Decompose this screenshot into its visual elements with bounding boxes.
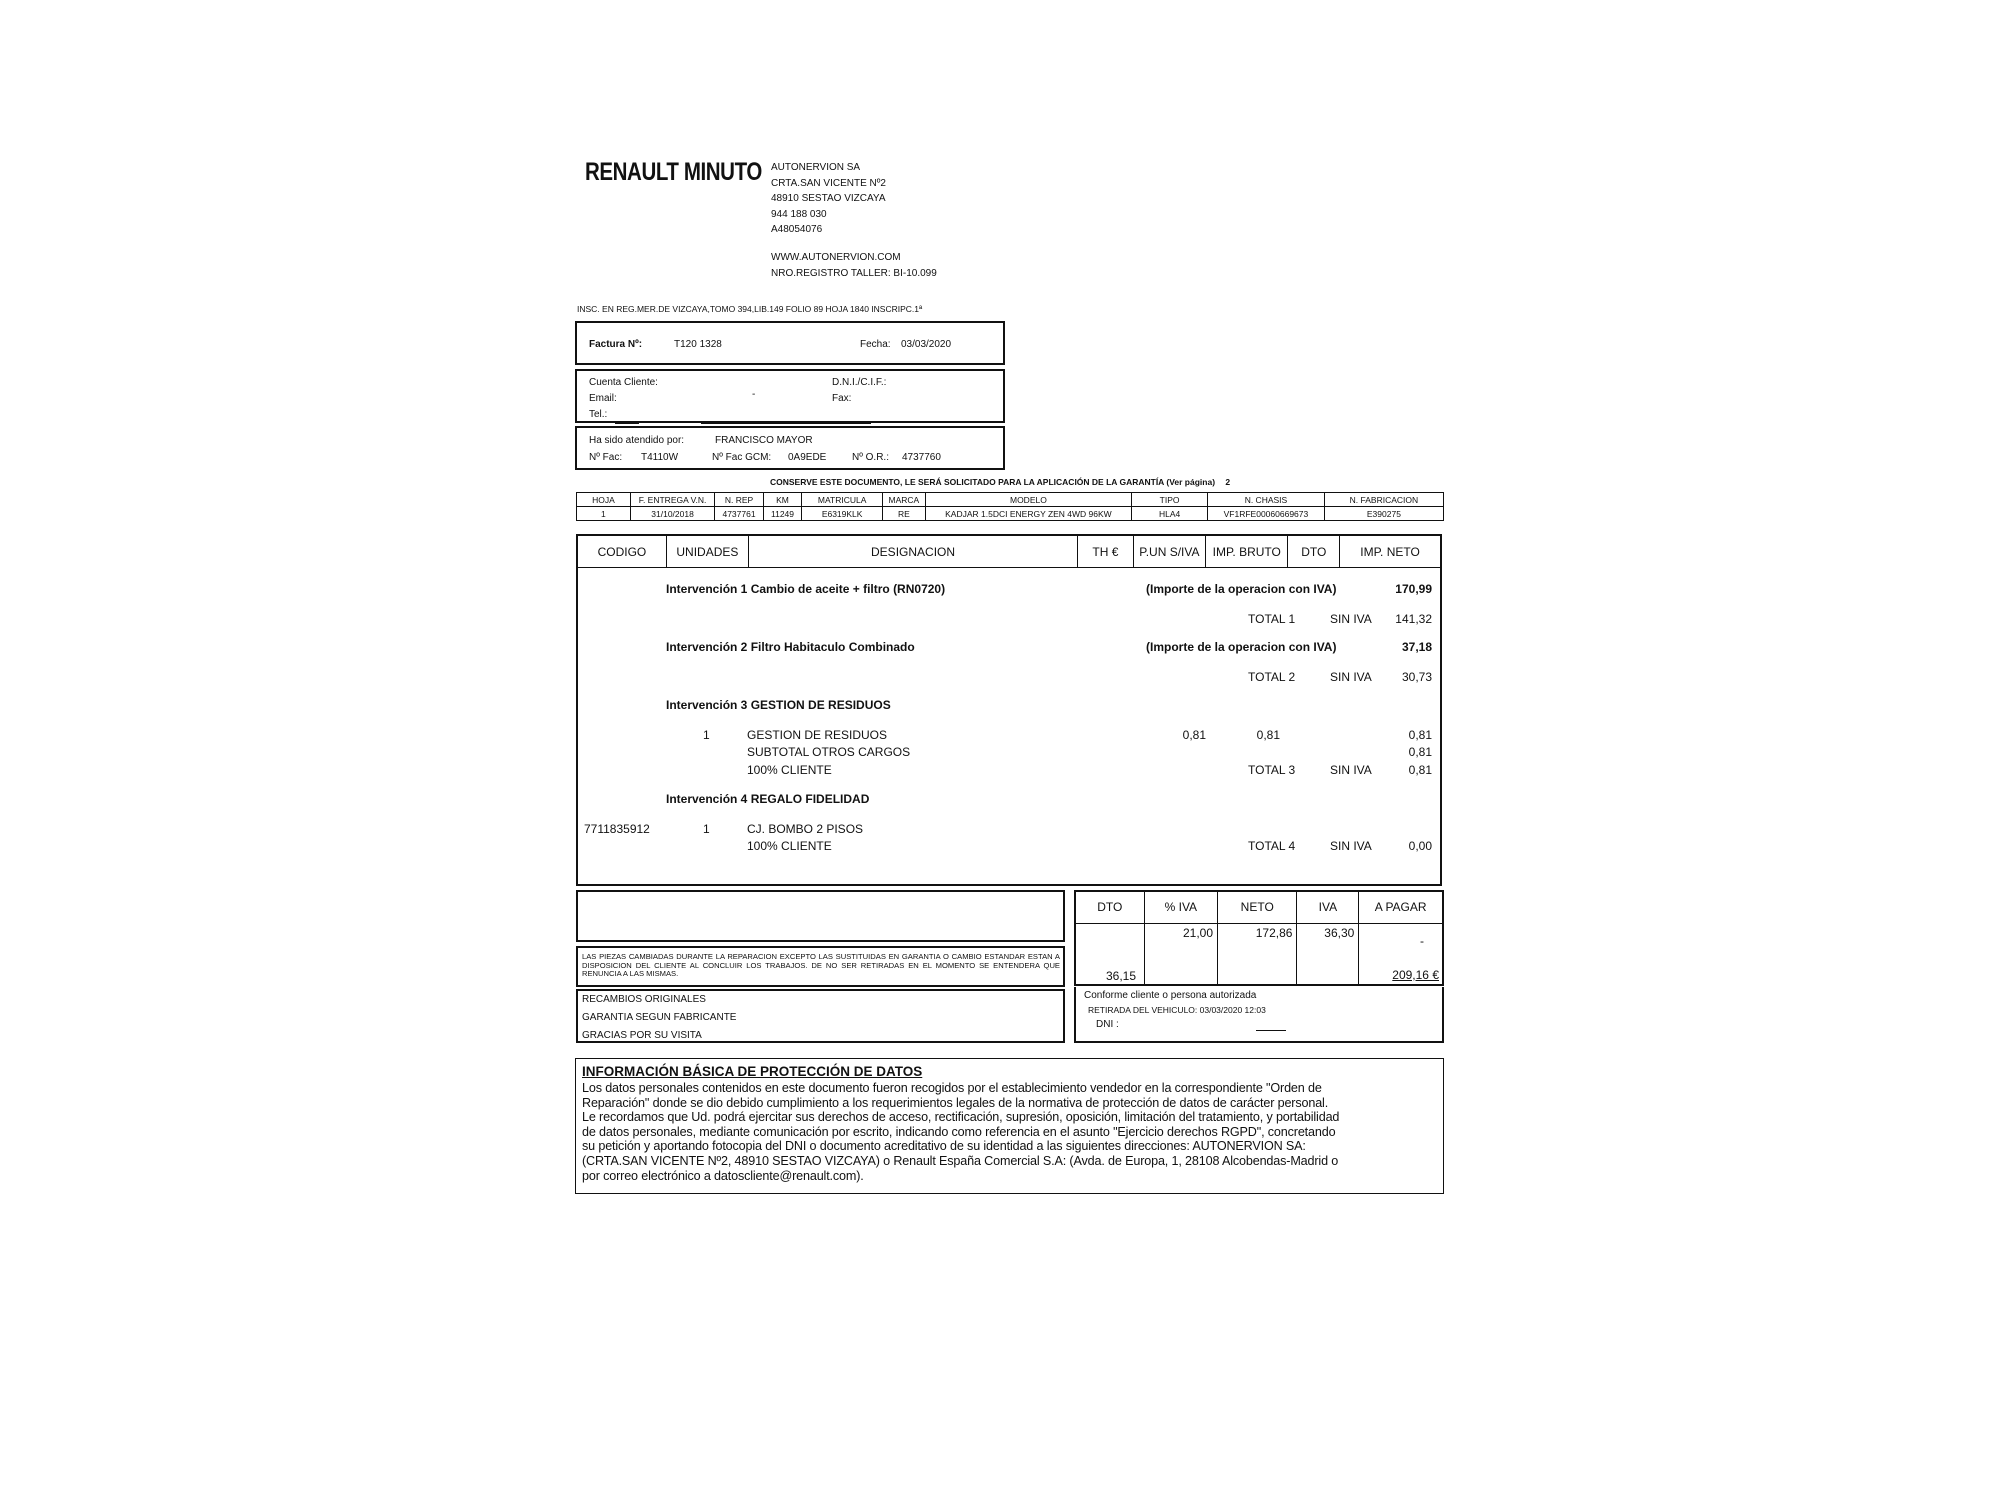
company-cif: A48054076: [771, 224, 823, 235]
totals-dash: -: [1420, 933, 1424, 948]
warranty-notice-text: CONSERVE ESTE DOCUMENTO, LE SERÁ SOLICITADO PARA LA APLICACIÓN DE LA GARANTÍA (Ver página): [770, 477, 1216, 487]
gcm-label: Nº Fac GCM:: [712, 452, 772, 463]
totals-header-dto: DTO: [1075, 891, 1144, 923]
invoice-number: T120 1328: [674, 339, 722, 350]
vehicle-header: N. FABRICACION: [1324, 493, 1443, 507]
privacy-box: [575, 1058, 1444, 1194]
privacy-line: Los datos personales contenidos en este documento fueron recogidos por el establecimiento vendedor en la correspondiente "Orden de: [582, 1081, 1322, 1095]
vehicle-value: RE: [883, 507, 926, 521]
footer-note-3: GRACIAS POR SU VISITA: [582, 1030, 702, 1041]
intervention-4-units: 1: [703, 822, 710, 836]
intervention-4-code: 7711835912: [584, 822, 650, 836]
intervention-3-total-label: TOTAL 3: [1248, 763, 1296, 777]
intervention-2-vat-amount: 37,18: [1401, 640, 1432, 654]
vehicle-header: MATRICULA: [802, 493, 883, 507]
privacy-line: su petición y aportando fotocopia del DNI o documento acreditativo de su identidad a las siguientes direcciones: AUTONERVION SA:: [582, 1139, 1306, 1154]
company-name: AUTONERVION SA: [771, 162, 861, 173]
tel-underline: [615, 423, 639, 424]
intervention-3-pun: 0,81: [1182, 728, 1206, 742]
vehicle-value: 1: [577, 507, 631, 521]
privacy-line: (CRTA.SAN VICENTE Nº2, 48910 SESTAO VIZCAYA) o Renault España Comercial S.A: (Avda. de Europa, 1, 28108 Alcobendas-Madrid o: [582, 1153, 1339, 1168]
mercantile-inscription: INSC. EN REG.MER.DE VIZCAYA,TOMO 394,LIB.149 FOLIO 89 HOJA 1840 INSCRIPC.1ª: [577, 304, 923, 314]
totals-dto: 36,15: [1075, 923, 1144, 985]
totals-header-neto: NETO: [1218, 891, 1297, 923]
intervention-2-total: 30,73: [1401, 670, 1432, 684]
intervention-3-sin-iva: SIN IVA: [1330, 763, 1372, 777]
col-header-designacion: DESIGNACION: [748, 536, 1077, 568]
vehicle-value: KADJAR 1.5DCI ENERGY ZEN 4WD 96KW: [925, 507, 1131, 521]
or-value: 4737760: [902, 452, 941, 463]
intervention-3-title: Intervención 3 GESTION DE RESIDUOS: [666, 698, 891, 712]
vehicle-value: HLA4: [1132, 507, 1208, 521]
vehicle-value: 4737761: [715, 507, 763, 521]
vehicle-header: MODELO: [925, 493, 1131, 507]
privacy-line: por correo electrónico a datoscliente@renault.com).: [582, 1168, 864, 1183]
vehicle-table: [576, 492, 1444, 521]
lines-header-row: [578, 536, 1440, 568]
totals-iva: 36,30: [1297, 923, 1359, 985]
attended-name: FRANCISCO MAYOR: [715, 435, 813, 446]
totals-header-iva-pct: % IVA: [1144, 891, 1217, 923]
footer-notes-box: [576, 989, 1065, 1043]
intervention-3-client: 100% CLIENTE: [747, 763, 832, 777]
invoice-date-label: Fecha:: [860, 339, 891, 350]
intervention-3-total: 0,81: [1408, 763, 1432, 777]
intervention-1-vat-label: (Importe de la operacion con IVA): [1146, 582, 1337, 596]
client-tel-label: Tel.:: [589, 409, 608, 420]
totals-header-pagar: A PAGAR: [1359, 891, 1443, 923]
intervention-4-title: Intervención 4 REGALO FIDELIDAD: [666, 792, 870, 806]
intervention-1-total-label: TOTAL 1: [1248, 612, 1296, 626]
col-header-pun: P.UN S/IVA: [1133, 536, 1205, 568]
totals-neto: 172,86: [1218, 923, 1297, 985]
vehicle-header: N. REP: [715, 493, 763, 507]
footer-note-2: GARANTIA SEGUN FABRICANTE: [582, 1012, 737, 1023]
intervention-3-subtotal: 0,81: [1408, 745, 1432, 759]
legal-notice-text: LAS PIEZAS CAMBIADAS DURANTE LA REPARACION EXCEPTO LAS SUSTITUIDAS EN GARANTIA O CAMBIO ESTANDAR ESTAN A DISPOSICION DEL CLIENTE AL CONCLUIR LOS TRABAJOS. DE NO SER RETIRADAS EN EL MOMENTO SE ENTENDERA QUE RENUNCIA A LAS MISMAS.: [582, 952, 1060, 978]
vehicle-header: MARCA: [883, 493, 926, 507]
privacy-line: Le recordamos que Ud. podrá ejercitar sus derechos de acceso, rectificación, supresión, oposición, limitación del tratamiento, y portabilidad: [582, 1110, 1340, 1125]
company-phone: 944 188 030: [771, 208, 827, 220]
intervention-3-bruto: 0,81: [1256, 728, 1280, 742]
vehicle-header: TIPO: [1132, 493, 1208, 507]
invoice-lines-box: [576, 534, 1442, 886]
vehicle-value: 31/10/2018: [630, 507, 714, 521]
totals-pagar: 209,16 €: [1392, 968, 1439, 982]
brand-logo: RENAULT MINUTO: [585, 158, 762, 186]
vehicle-value: 11249: [763, 507, 801, 521]
intervention-2-title: Intervención 2 Filtro Habitaculo Combinado: [666, 640, 915, 654]
vehicle-value: E390275: [1324, 507, 1443, 521]
intervention-4-client: 100% CLIENTE: [747, 839, 832, 853]
warranty-notice: [770, 477, 1230, 487]
signature-line: [1256, 1030, 1286, 1031]
privacy-line: Reparación" donde se dio debido cumplimiento a los requerimientos legales de la normativa de protección de datos de carácter personal.: [582, 1095, 1329, 1110]
vehicle-value: VF1RFE00060669673: [1208, 507, 1325, 521]
privacy-body: [582, 1081, 1339, 1183]
totals-table: [1074, 890, 1444, 986]
intervention-3-subtotal-label: SUBTOTAL OTROS CARGOS: [747, 745, 911, 759]
client-box: [575, 369, 1005, 423]
intervention-2-vat-label: (Importe de la operacion con IVA): [1146, 640, 1337, 654]
col-header-neto: IMP. NETO: [1360, 544, 1420, 559]
signature-retirada: RETIRADA DEL VEHICULO: 03/03/2020 12:03: [1088, 1005, 1266, 1015]
vehicle-header: HOJA: [577, 493, 631, 507]
totals-header-row: [1075, 891, 1443, 923]
intervention-4-total: 0,00: [1408, 839, 1432, 853]
attended-box: [575, 426, 1005, 470]
totals-pagar-cell: [1359, 923, 1443, 985]
intervention-4-sin-iva: SIN IVA: [1330, 839, 1372, 853]
gcm-value: 0A9EDE: [788, 452, 827, 463]
col-header-dto: DTO: [1288, 536, 1340, 568]
client-dni-label: D.N.I./C.I.F.:: [832, 377, 887, 388]
client-email-label: Email:: [589, 393, 617, 404]
privacy-title: INFORMACIÓN BÁSICA DE PROTECCIÓN DE DATOS: [582, 1064, 923, 1079]
client-dot: -: [752, 389, 756, 400]
workshop-registry: NRO.REGISTRO TALLER: BI-10.099: [771, 268, 937, 279]
intervention-1-total: 141,32: [1395, 612, 1432, 626]
invoice-number-label: Factura Nº:: [589, 339, 643, 350]
vehicle-value: E6319KLK: [802, 507, 883, 521]
intervention-2-sin-iva: SIN IVA: [1330, 670, 1372, 684]
privacy-line: de datos personales, mediante comunicación por escrito, indicando como referencia en el asunto "Ejercicio derechos RGPD", concretando: [582, 1124, 1336, 1139]
intervention-1-title: Intervención 1 Cambio de aceite + filtro (RN0720): [666, 582, 946, 596]
client-underline: [701, 423, 871, 424]
warranty-notice-page: 2: [1225, 477, 1231, 487]
vehicle-values-row: [577, 507, 1444, 521]
totals-iva-pct: 21,00: [1144, 923, 1217, 985]
col-header-bruto: IMP. BRUTO: [1206, 536, 1288, 568]
company-website: WWW.AUTONERVION.COM: [771, 252, 901, 263]
vehicle-header: KM: [763, 493, 801, 507]
intervention-1-sin-iva: SIN IVA: [1330, 612, 1372, 626]
nfac-value: T4110W: [641, 452, 679, 463]
company-city: 48910 SESTAO VIZCAYA: [771, 193, 886, 204]
company-address-block: [771, 160, 886, 238]
totals-values-row: [1075, 923, 1443, 985]
signature-box: [1074, 987, 1444, 1043]
legal-notice-box: [576, 946, 1065, 987]
intervention-4-line: CJ. BOMBO 2 PISOS: [747, 822, 864, 836]
col-header-codigo: CODIGO: [578, 536, 666, 568]
company-street: CRTA.SAN VICENTE Nº2: [771, 177, 886, 189]
client-account-label: Cuenta Cliente:: [589, 377, 658, 388]
intervention-3-line: GESTION DE RESIDUOS: [747, 728, 888, 742]
vehicle-header-row: [577, 493, 1444, 507]
intervention-4-total-label: TOTAL 4: [1248, 839, 1296, 853]
nfac-label: Nº Fac:: [589, 452, 623, 463]
vehicle-header: N. CHASIS: [1208, 493, 1325, 507]
col-header-unidades: UNIDADES: [666, 536, 748, 568]
signature-dni: DNI :: [1096, 1019, 1119, 1030]
invoice-number-box: [575, 321, 1005, 365]
col-header-th: TH €: [1078, 536, 1133, 568]
intervention-1-vat-amount: 170,99: [1395, 582, 1432, 596]
intervention-3-neto: 0,81: [1408, 728, 1432, 742]
notes-blank-box: [576, 890, 1065, 942]
or-label: Nº O.R.:: [852, 452, 889, 463]
client-fax-label: Fax:: [832, 393, 852, 404]
attended-label: Ha sido atendido por:: [589, 435, 685, 446]
totals-header-iva: IVA: [1297, 891, 1359, 923]
invoice-date: 03/03/2020: [901, 339, 952, 350]
signature-conforme: Conforme cliente o persona autorizada: [1084, 990, 1257, 1001]
intervention-2-total-label: TOTAL 2: [1248, 670, 1296, 684]
vehicle-header: F. ENTREGA V.N.: [630, 493, 714, 507]
footer-note-1: RECAMBIOS ORIGINALES: [582, 994, 706, 1005]
intervention-3-units: 1: [703, 728, 710, 742]
